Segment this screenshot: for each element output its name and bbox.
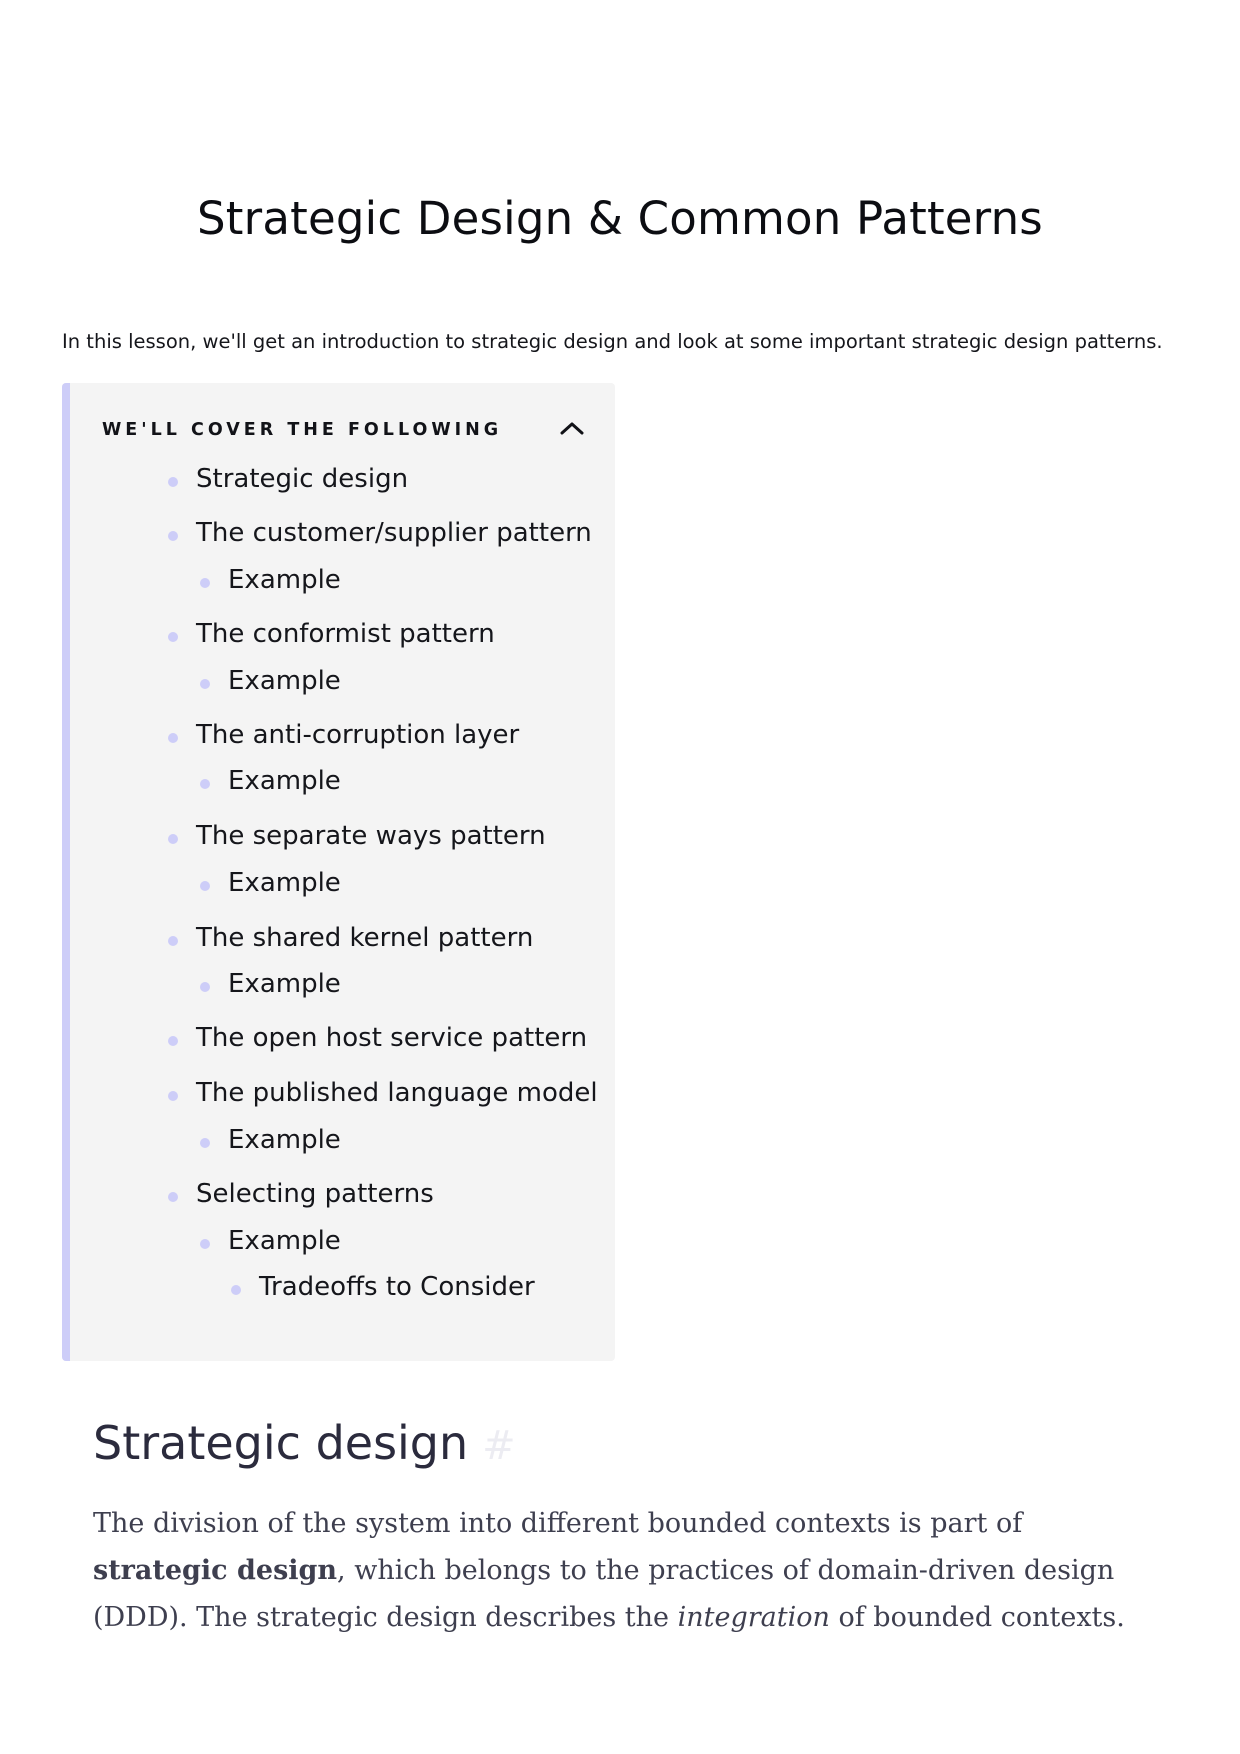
toc-item-label: Strategic design bbox=[196, 464, 409, 494]
toc-item-label: Example bbox=[228, 1125, 341, 1155]
toc-item-label: Example bbox=[228, 666, 341, 696]
bullet-icon bbox=[168, 1192, 178, 1202]
bullet-icon bbox=[168, 733, 178, 743]
toc-item-strategic-design[interactable] bbox=[196, 466, 408, 492]
toc-item-label: Selecting patterns bbox=[196, 1179, 434, 1209]
toc-header: WE'LL COVER THE FOLLOWING bbox=[102, 420, 503, 440]
bullet-icon bbox=[200, 982, 210, 992]
paragraph-text: , which belongs to the practices of domain-driven design (DDD). The strategic design describes the bbox=[93, 1555, 1115, 1633]
toc-item-label: Example bbox=[228, 969, 341, 999]
toc-item-label: The open host service pattern bbox=[196, 1023, 588, 1053]
toc-item-label: The separate ways pattern bbox=[196, 821, 546, 851]
toc-item-label: Example bbox=[228, 1226, 341, 1256]
anchor-link-icon[interactable]: # bbox=[482, 1423, 516, 1469]
bullet-icon bbox=[168, 632, 178, 642]
toc-item-anti-corruption-layer[interactable] bbox=[196, 722, 519, 748]
toc-item-example[interactable] bbox=[228, 1228, 341, 1254]
toc-item-example[interactable] bbox=[228, 870, 341, 896]
section-heading-text: Strategic design bbox=[93, 1416, 469, 1470]
toc-item-separate-ways[interactable] bbox=[196, 823, 546, 849]
toc-item-label: Tradeoffs to Consider bbox=[259, 1272, 535, 1302]
paragraph-bold-term: strategic design bbox=[93, 1555, 338, 1586]
toc-item-published-language[interactable] bbox=[196, 1080, 598, 1106]
toc-item-conformist[interactable] bbox=[196, 621, 495, 647]
toc-item-label: The published language model bbox=[196, 1078, 598, 1108]
toc-item-label: Example bbox=[228, 766, 341, 796]
paragraph-text: of bounded contexts. bbox=[829, 1602, 1125, 1633]
bullet-icon bbox=[168, 477, 178, 487]
table-of-contents bbox=[62, 383, 615, 1361]
bullet-icon bbox=[168, 834, 178, 844]
bullet-icon bbox=[168, 1091, 178, 1101]
bullet-icon bbox=[168, 936, 178, 946]
toc-item-label: Example bbox=[228, 565, 341, 595]
toc-item-label: The shared kernel pattern bbox=[196, 923, 534, 953]
toc-item-label: The anti-corruption layer bbox=[196, 720, 520, 750]
lesson-intro: In this lesson, we'll get an introduction to strategic design and look at some important strategic design patterns. bbox=[62, 330, 1163, 353]
section-heading bbox=[93, 1418, 516, 1469]
toc-item-example[interactable] bbox=[228, 971, 341, 997]
bullet-icon bbox=[200, 578, 210, 588]
toc-item-open-host-service[interactable] bbox=[196, 1025, 587, 1051]
toc-item-shared-kernel[interactable] bbox=[196, 925, 533, 951]
toc-item-customer-supplier[interactable] bbox=[196, 520, 592, 546]
bullet-icon bbox=[168, 531, 178, 541]
bullet-icon bbox=[200, 1239, 210, 1249]
bullet-icon bbox=[200, 779, 210, 789]
toc-collapse-button[interactable] bbox=[552, 413, 592, 443]
bullet-icon bbox=[200, 1138, 210, 1148]
toc-item-example[interactable] bbox=[228, 567, 341, 593]
toc-item-example[interactable] bbox=[228, 768, 341, 794]
page-title: Strategic Design & Common Patterns bbox=[197, 192, 1043, 245]
toc-item-example[interactable] bbox=[228, 668, 341, 694]
toc-item-label: Example bbox=[228, 868, 341, 898]
toc-item-selecting-patterns[interactable] bbox=[196, 1181, 434, 1207]
bullet-icon bbox=[231, 1285, 241, 1295]
toc-item-tradeoffs[interactable] bbox=[259, 1274, 535, 1300]
toc-item-example[interactable] bbox=[228, 1127, 341, 1153]
bullet-icon bbox=[168, 1036, 178, 1046]
toc-item-label: The customer/supplier pattern bbox=[196, 518, 592, 548]
chevron-up-icon bbox=[552, 413, 592, 443]
bullet-icon bbox=[200, 679, 210, 689]
section-paragraph bbox=[93, 1500, 1153, 1641]
paragraph-text: The division of the system into different bounded contexts is part of bbox=[93, 1508, 1023, 1539]
bullet-icon bbox=[200, 881, 210, 891]
toc-item-label: The conformist pattern bbox=[196, 619, 495, 649]
paragraph-italic-term: integration bbox=[677, 1602, 830, 1633]
